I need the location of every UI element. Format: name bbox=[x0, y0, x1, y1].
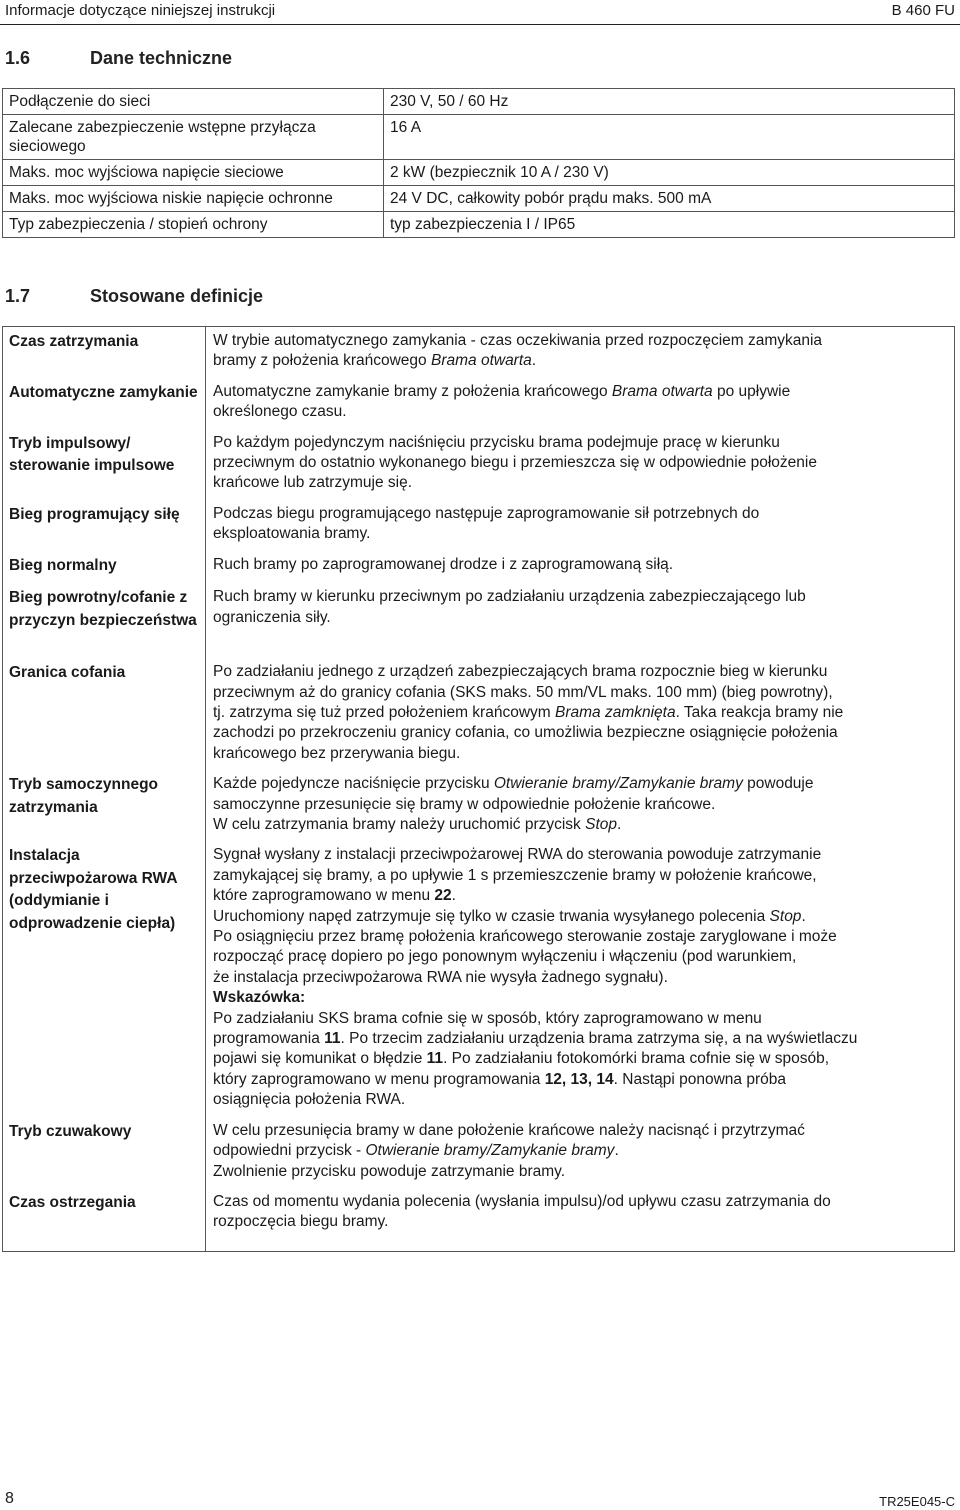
definition-line: ograniczenia siły. bbox=[213, 608, 331, 626]
definition-line: bramy z położenia krańcowego Brama otwarta. bbox=[213, 352, 537, 370]
definition-line: przeciwnym do ostatnio wykonanego biegu i przemieszcza się w odpowiednie położenie bbox=[213, 454, 817, 472]
definition-line: że instalacja przeciwpożarowa RWA nie wysyła żadnego sygnału). bbox=[213, 968, 668, 986]
definition-line: które zaprogramowano w menu 22. bbox=[213, 887, 456, 905]
definition-line: W celu zatrzymania bramy należy uruchomić przycisk Stop. bbox=[213, 816, 622, 833]
definition-description bbox=[206, 500, 955, 551]
definition-description bbox=[206, 1188, 955, 1252]
definition-line: zamykającej się bramy, a po upływie 1 s przemieszczenie bramy w położenie krańcowe, bbox=[213, 866, 817, 884]
definition-description bbox=[206, 841, 955, 1116]
technical-data-table bbox=[2, 88, 955, 238]
definition-line: Podczas biegu programującego następuje zaprogramowanie sił potrzebnych do bbox=[213, 504, 760, 522]
section-title-technical-data bbox=[5, 48, 232, 69]
definition-row bbox=[3, 583, 955, 658]
definitions-table bbox=[2, 326, 955, 1252]
definition-line: określonego czasu. bbox=[213, 403, 347, 421]
definition-term: Tryb impulsowy/ sterowanie impulsowe bbox=[3, 429, 206, 500]
definition-row bbox=[3, 1188, 955, 1252]
definition-description bbox=[206, 583, 955, 658]
spec-label: Maks. moc wyjściowa napięcie sieciowe bbox=[3, 160, 384, 186]
definition-term: Tryb samoczynnego zatrzymania bbox=[3, 770, 206, 841]
spec-row bbox=[3, 212, 955, 238]
definition-line: rozpocząć pracę dopiero po jego ponownym wyłączeniu i włączeniu (pod warunkiem, bbox=[213, 948, 797, 966]
spec-row bbox=[3, 186, 955, 212]
section-heading: Stosowane definicje bbox=[90, 286, 264, 306]
definition-term: Czas ostrzegania bbox=[3, 1188, 206, 1252]
definition-description bbox=[206, 658, 955, 770]
spec-value: 16 A bbox=[384, 115, 955, 160]
definition-description bbox=[206, 770, 955, 841]
definition-line: zachodzi po przekroczeniu granicy cofania, co umożliwia bezpieczne osiągnięcie położenia bbox=[213, 724, 838, 742]
spec-value: 2 kW (bezpiecznik 10 A / 230 V) bbox=[384, 160, 955, 186]
definition-term: Automatyczne zamykanie bbox=[3, 378, 206, 429]
definition-term: Tryb czuwakowy bbox=[3, 1117, 206, 1188]
definition-row bbox=[3, 429, 955, 500]
spec-value: 230 V, 50 / 60 Hz bbox=[384, 89, 955, 115]
section-number: 1.7 bbox=[5, 286, 31, 306]
section-title-definitions bbox=[5, 286, 263, 307]
definition-term: Bieg powrotny/cofanie z przyczyn bezpieczeństwa bbox=[3, 583, 206, 658]
definition-line: eksploatowania bramy. bbox=[213, 525, 371, 543]
definition-row bbox=[3, 658, 955, 770]
spec-label: Podłączenie do sieci bbox=[3, 89, 384, 115]
document-code: TR25E045-C bbox=[879, 1494, 955, 1509]
header-rule bbox=[0, 24, 960, 25]
definition-line: Ruch bramy w kierunku przeciwnym po zadziałaniu urządzenia zabezpieczającego lub bbox=[213, 588, 806, 606]
definition-line: Uruchomiony napęd zatrzymuje się tylko w czasie trwania wysyłanego polecenia Stop. bbox=[213, 907, 806, 925]
definition-term: Czas zatrzymania bbox=[3, 327, 206, 378]
definition-line: Po zadziałaniu jednego z urządzeń zabezpieczających brama rozpocznie bieg w kierunku bbox=[213, 663, 828, 681]
definition-line: Automatyczne zamykanie bramy z położenia krańcowego Brama otwarta po upływie bbox=[213, 382, 791, 400]
definition-line: W trybie automatycznego zamykania - czas oczekiwania przed rozpoczęciem zamykania bbox=[213, 332, 823, 349]
definition-line: Po każdym pojedynczym naciśnięciu przycisku brama podejmuje pracę w kierunku bbox=[213, 433, 780, 451]
definition-line: krańcowego bez przerywania biegu. bbox=[213, 744, 461, 762]
spec-row bbox=[3, 89, 955, 115]
definition-row bbox=[3, 378, 955, 429]
definition-row bbox=[3, 500, 955, 551]
definition-description bbox=[206, 1117, 955, 1188]
spec-label: Maks. moc wyjściowa niskie napięcie ochronne bbox=[3, 186, 384, 212]
definition-line: W celu przesunięcia bramy w dane położenie krańcowe należy nacisnąć i przytrzymać bbox=[213, 1121, 805, 1139]
definition-line: Czas od momentu wydania polecenia (wysłania impulsu)/od upływu czasu zatrzymania do bbox=[213, 1192, 831, 1210]
spec-value: typ zabezpieczenia I / IP65 bbox=[384, 212, 955, 238]
definition-term: Granica cofania bbox=[3, 658, 206, 770]
definition-row bbox=[3, 551, 955, 584]
definition-line: który zaprogramowano w menu programowania 12, 13, 14. Nastąpi ponowna próba bbox=[213, 1070, 786, 1088]
definition-description bbox=[206, 327, 955, 378]
definition-line: programowania 11. Po trzecim zadziałaniu urządzenia brama zatrzyma się, a na wyświetlaczu bbox=[213, 1030, 858, 1048]
definition-line: Po osiągnięciu przez bramę położenia krańcowego sterowanie zostaje zaryglowane i może bbox=[213, 928, 837, 946]
page-header bbox=[0, 0, 960, 24]
definition-description bbox=[206, 551, 955, 584]
definition-line: pojawi się komunikat o błędzie 11. Po zadziałaniu fotokomórki brama cofnie się w sposób, bbox=[213, 1050, 830, 1068]
definition-line: Po zadziałaniu SKS brama cofnie się w sposób, który zaprogramowano w menu bbox=[213, 1009, 762, 1027]
definition-term: Bieg programujący siłę bbox=[3, 500, 206, 551]
spec-label: Zalecane zabezpieczenie wstępne przyłącza sieciowego bbox=[3, 115, 384, 160]
definition-row bbox=[3, 1117, 955, 1188]
header-model: B 460 FU bbox=[891, 2, 955, 19]
definition-line: odpowiedni przycisk - Otwieranie bramy/Zamykanie bramy. bbox=[213, 1142, 619, 1160]
definition-line: osiągnięcia położenia RWA. bbox=[213, 1091, 406, 1109]
definition-line: Zwolnienie przycisku powoduje zatrzymanie bramy. bbox=[213, 1162, 566, 1180]
definition-line: Sygnał wysłany z instalacji przeciwpożarowej RWA do sterowania powoduje zatrzymanie bbox=[213, 846, 822, 864]
header-title: Informacje dotyczące niniejszej instrukcji bbox=[5, 2, 276, 19]
definition-line: Każde pojedyncze naciśnięcie przycisku Otwieranie bramy/Zamykanie bramy powoduje bbox=[213, 775, 814, 793]
definition-line: tj. zatrzyma się tuż przed położeniem krańcowym Brama zamknięta. Taka reakcja bramy nie bbox=[213, 703, 844, 721]
definition-row bbox=[3, 327, 955, 378]
spec-row bbox=[3, 115, 955, 160]
spec-row bbox=[3, 160, 955, 186]
section-number: 1.6 bbox=[5, 48, 31, 68]
page-number: 8 bbox=[5, 1490, 14, 1507]
definition-row bbox=[3, 841, 955, 1116]
definition-description bbox=[206, 429, 955, 500]
definition-row bbox=[3, 770, 955, 841]
definition-line: rozpoczęcia biegu bramy. bbox=[213, 1213, 389, 1231]
definition-line: krańcowe lub zatrzymuje się. bbox=[213, 474, 412, 492]
definition-line: Wskazówka: bbox=[213, 989, 306, 1007]
definition-term: Instalacja przeciwpożarowa RWA (oddymianie i odprowadzenie ciepła) bbox=[3, 841, 206, 1116]
definition-line: Ruch bramy po zaprogramowanej drodze i z zaprogramowaną siłą. bbox=[213, 555, 674, 573]
definition-line: samoczynne przesunięcie się bramy w odpowiednie położenie krańcowe. bbox=[213, 795, 716, 813]
definition-line: przeciwnym aż do granicy cofania (SKS maks. 50 mm/VL maks. 100 mm) (bieg powrotny), bbox=[213, 683, 833, 701]
section-heading: Dane techniczne bbox=[90, 48, 233, 68]
spec-value: 24 V DC, całkowity pobór prądu maks. 500 mA bbox=[384, 186, 955, 212]
definition-term: Bieg normalny bbox=[3, 551, 206, 584]
definition-description bbox=[206, 378, 955, 429]
spec-label: Typ zabezpieczenia / stopień ochrony bbox=[3, 212, 384, 238]
